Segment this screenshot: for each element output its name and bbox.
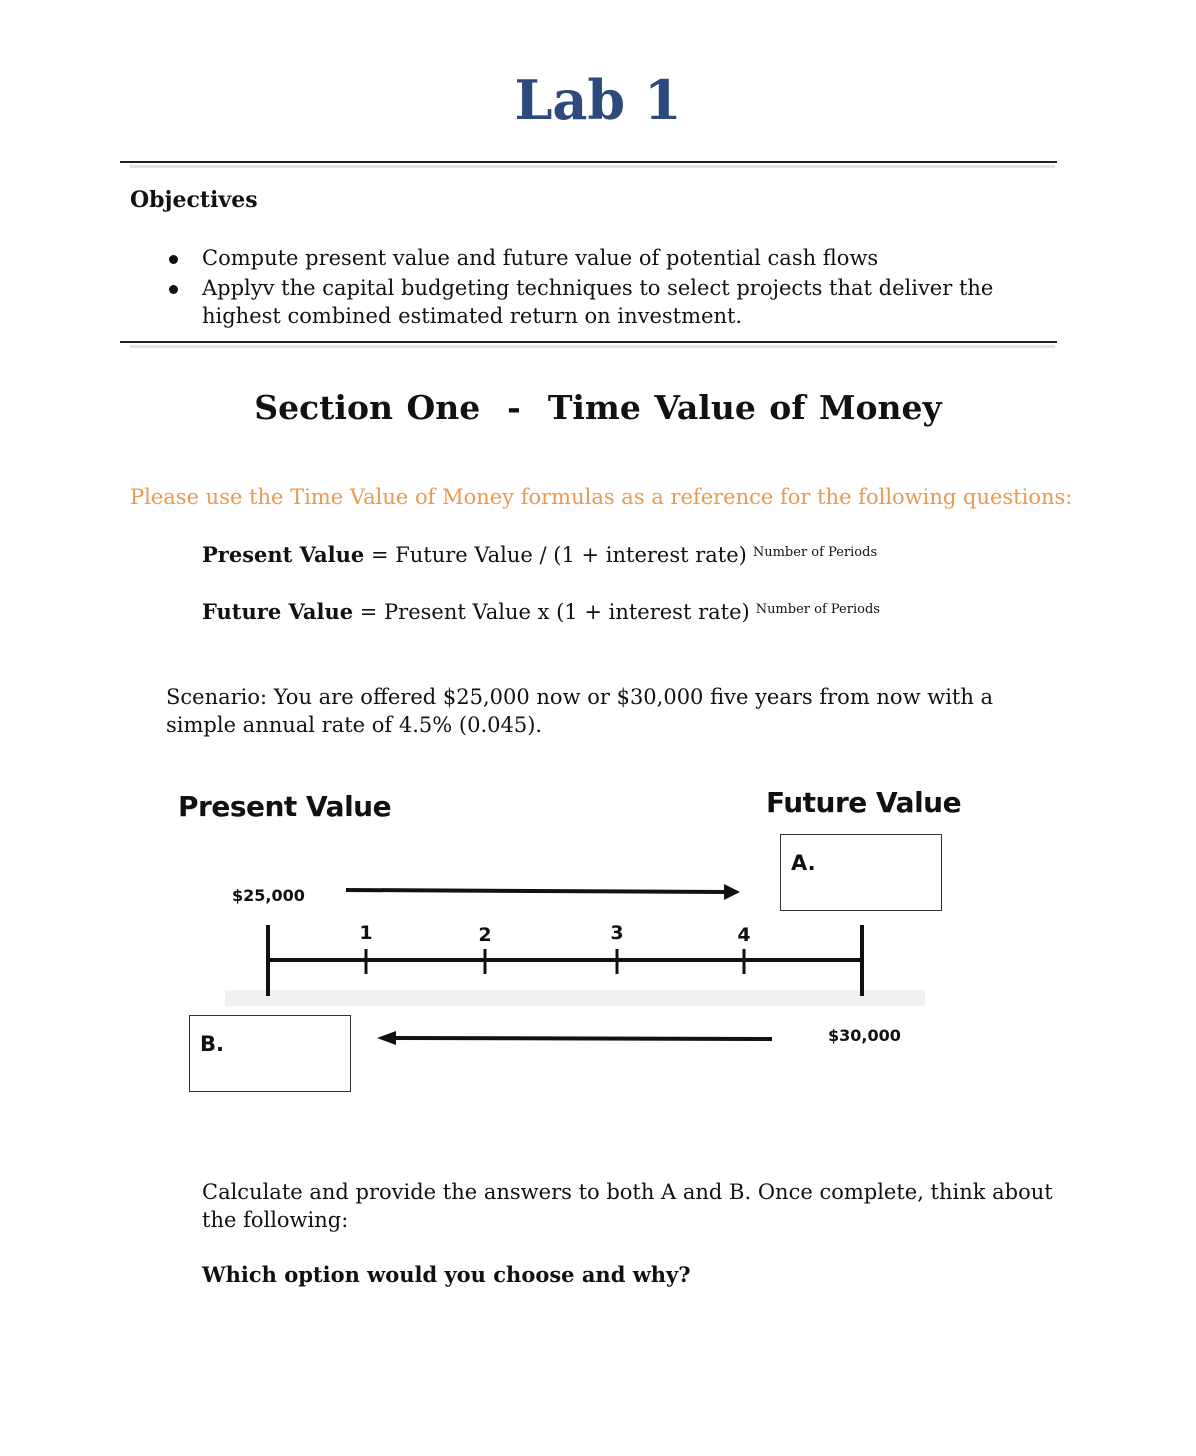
objectives-list [162,244,1042,332]
formula-expression: = Present Value x (1 + interest rate) [353,600,750,624]
section-title: Section One - Time Value of Money [254,388,942,427]
period-label: 2 [478,924,492,946]
period-label: 3 [610,922,624,944]
answer-box-b[interactable] [189,1015,351,1092]
bottom-rule [120,341,1057,343]
future-amount: $30,000 [828,1026,901,1045]
future-value-label: Future Value [766,786,962,819]
top-rule-shadow [130,165,1055,168]
period-label: 4 [737,924,751,946]
instruction-text: Please use the Time Value of Money formulas as a reference for the following questions: [130,485,1073,509]
answer-box-a[interactable] [780,834,942,911]
bottom-rule-shadow [130,345,1055,348]
objective-item [162,274,1042,330]
objective-text: Applyv the capital budgeting techniques to select projects that deliver the highest combined estimated return on investment. [202,276,994,328]
objective-item [162,244,1042,272]
page-title: Lab 1 [514,68,682,132]
formula-expression: = Future Value / (1 + interest rate) [364,543,747,567]
answer-box-a-label: A. [791,851,816,875]
top-rule [120,161,1057,163]
formula-exponent: Number of Periods [752,545,878,560]
formula-label: Present Value [202,542,365,567]
objectives-heading: Objectives [130,187,258,213]
answer-box-b-label: B. [200,1032,224,1056]
future-value-formula [202,599,880,624]
forward-arrow-line [346,890,726,892]
present-amount: $25,000 [232,886,305,905]
bullet-icon [169,255,178,264]
objective-text: Compute present value and future value of potential cash flows [202,246,879,270]
calculate-instructions: Calculate and provide the answers to both A and B. Once complete, think about the following: [202,1180,1053,1232]
present-value-label: Present Value [178,790,392,823]
discussion-question: Which option would you choose and why? [202,1262,691,1287]
bullet-icon [169,285,178,294]
scenario-text: Scenario: You are offered $25,000 now or $30,000 five years from now with a simple annual rate of 4.5% (0.045). [166,685,994,737]
period-label: 1 [359,922,373,944]
backward-arrowhead [377,1031,396,1045]
backward-arrow-line [395,1038,772,1039]
timeline-shadow [225,990,925,1006]
formula-label: Future Value [202,599,354,624]
formula-exponent: Number of Periods [755,602,880,617]
present-value-formula [202,542,877,567]
forward-arrowhead [724,884,740,900]
